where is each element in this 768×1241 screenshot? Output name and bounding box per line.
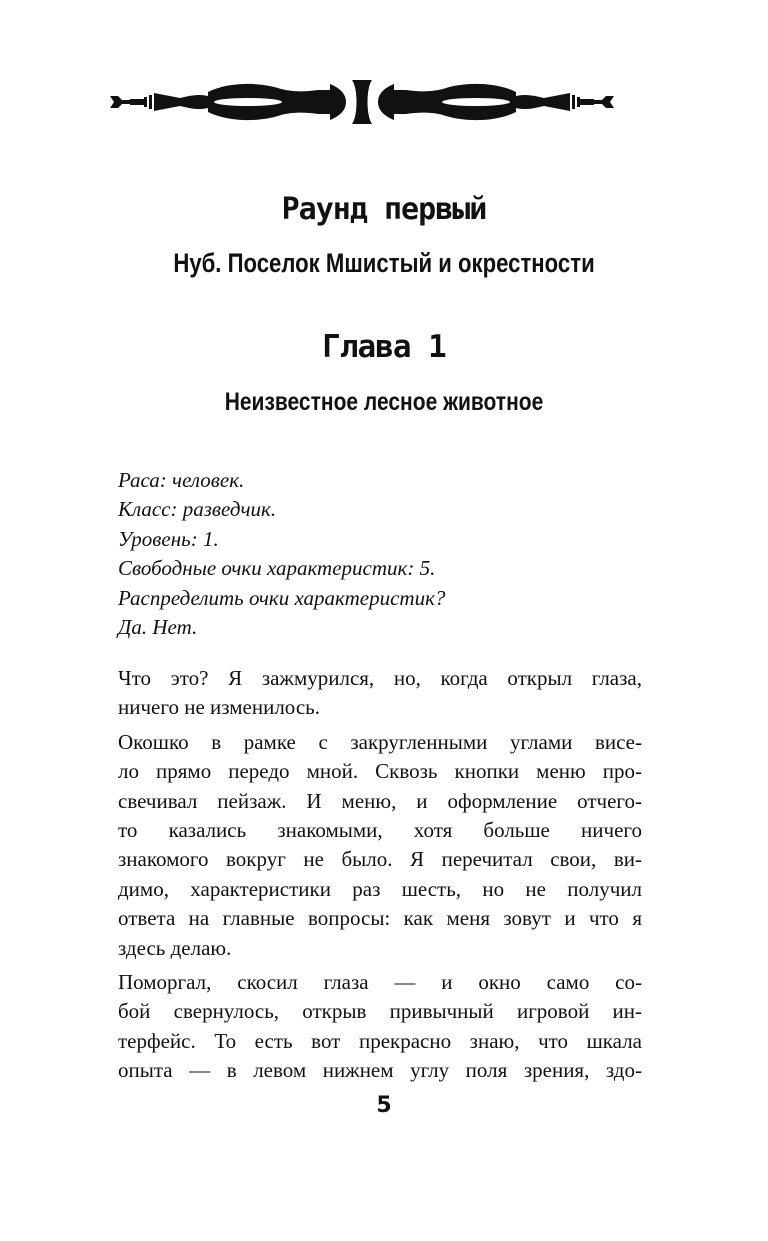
- text-line: опыта — в левом нижнем углу поля зрения, здо-: [118, 1058, 642, 1083]
- text-line: ло прямо передо мной. Сквозь кнопки меню про-: [118, 759, 642, 784]
- chapter-subtitle: Неизвестное лесное животное: [224, 388, 544, 416]
- text-line: ничего не изменилось.: [118, 695, 320, 720]
- chapter-title: Глава 1: [322, 329, 446, 365]
- text-line: свечивал пейзаж. И меню, и оформление отчего-: [118, 788, 642, 813]
- text-line: бой свернулось, открыв привычный игровой ин-: [118, 999, 642, 1024]
- text-line: то казались знакомыми, хотя больше ничего: [118, 818, 642, 843]
- text-line: Что это? Я зажмурился, но, когда открыл глаза,: [118, 666, 642, 690]
- paragraph: [118, 968, 642, 1086]
- text-line: здесь делаю.: [118, 935, 232, 960]
- status-line: Свободные очки характеристик: 5.: [118, 556, 436, 581]
- text-line: Поморгал, скосил глаза — и окно само со-: [118, 970, 642, 995]
- round-subtitle: Нуб. Поселок Мшистый и окрестности: [173, 248, 595, 278]
- paragraph: [118, 664, 642, 723]
- body-text: [118, 664, 642, 1086]
- round-title: Раунд первый: [281, 192, 487, 227]
- status-line: Распределить очки характеристик?: [118, 585, 446, 610]
- text-line: знакомого вокруг не было. Я перечитал свои, ви-: [118, 847, 642, 872]
- status-line: Да. Нет.: [118, 615, 198, 640]
- status-line: Уровень: 1.: [118, 526, 219, 551]
- status-line: Класс: разведчик.: [118, 497, 277, 522]
- text-line: Окошко в рамке с закругленными углами висе-: [118, 729, 642, 754]
- paragraph: [118, 728, 642, 963]
- status-line: Раса: человек.: [118, 468, 245, 492]
- page-number: 5: [376, 1093, 392, 1118]
- text-line: ответа на главные вопросы: как меня зовут и что я: [118, 906, 642, 931]
- character-status-block: [118, 466, 638, 642]
- text-line: димо, характеристики раз шесть, но не получил: [118, 876, 642, 901]
- decorative-divider-icon: [108, 78, 616, 126]
- text-line: терфейс. То есть вот прекрасно знаю, что шкала: [118, 1028, 642, 1053]
